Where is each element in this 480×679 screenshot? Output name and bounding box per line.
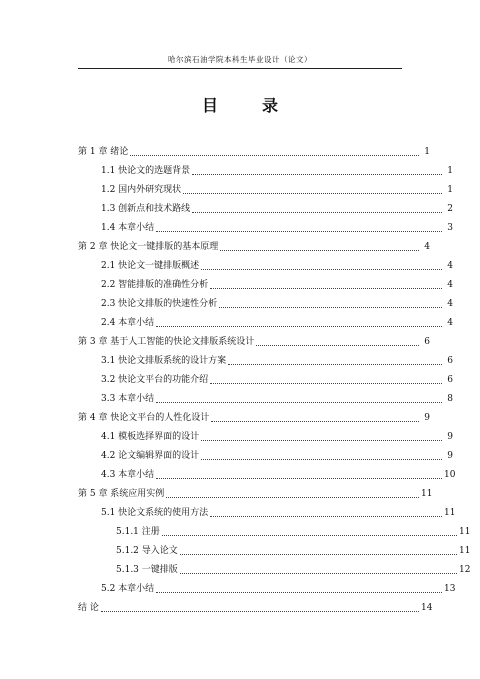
- toc-entry[interactable]: [78, 410, 430, 424]
- toc-leader-dots: [210, 382, 442, 384]
- toc-entry[interactable]: [78, 353, 453, 367]
- page-title: 目 录: [201, 96, 292, 115]
- toc-entry-label: 1.4 本章小结: [101, 223, 155, 233]
- toc-leader-dots: [201, 268, 442, 270]
- toc-entry-label: 2.4 本章小结: [101, 318, 155, 328]
- toc-entry-page-number: 9: [447, 432, 453, 442]
- toc-entry-label: 4.2 论文编辑界面的设计: [101, 451, 200, 461]
- toc-leader-dots: [101, 610, 419, 612]
- toc-entry-page-number: 9: [424, 413, 430, 423]
- toc-entry-label: 2.2 智能排版的准确性分析: [101, 280, 209, 290]
- toc-entry[interactable]: [78, 372, 453, 386]
- toc-leader-dots: [130, 154, 419, 156]
- toc-entry-page-number: 11: [421, 489, 433, 499]
- toc-entry-label: 1.3 创新点和技术路线: [101, 204, 191, 214]
- toc-entry-label: 5.1.3 一键排版: [116, 565, 178, 575]
- toc-entry-page-number: 4: [447, 280, 453, 290]
- toc-leader-dots: [219, 306, 442, 308]
- toc-entry[interactable]: [78, 505, 456, 519]
- toc-entry[interactable]: [78, 486, 433, 500]
- toc-entry-page-number: 4: [447, 299, 453, 309]
- toc-entry-page-number: 6: [447, 375, 453, 385]
- toc-entry[interactable]: [78, 163, 453, 177]
- toc-entry-page-number: 1: [447, 185, 453, 195]
- toc-entry[interactable]: [78, 581, 456, 595]
- toc-leader-dots: [156, 325, 442, 327]
- toc-leader-dots: [180, 572, 457, 574]
- toc-entry[interactable]: [78, 258, 453, 272]
- toc-leader-dots: [228, 363, 442, 365]
- toc-entry[interactable]: [78, 315, 453, 329]
- toc-entry[interactable]: [78, 562, 471, 576]
- toc-entry-label: 2.1 快论文一键排版概述: [101, 261, 200, 271]
- toc-entry-page-number: 4: [424, 242, 430, 252]
- toc-leader-dots: [156, 401, 442, 403]
- toc-entry[interactable]: [78, 144, 430, 158]
- toc-entry-label: 2.3 快论文排版的快速性分析: [101, 299, 218, 309]
- toc-entry-page-number: 6: [447, 356, 453, 366]
- toc-entry[interactable]: [78, 296, 453, 310]
- toc-entry-page-number: 10: [444, 470, 456, 480]
- running-header: 哈尔滨石油学院本科生毕业设计（论文）: [78, 54, 402, 69]
- toc-entry-label: 5.1.1 注册: [116, 527, 160, 537]
- toc-leader-dots: [256, 344, 419, 346]
- toc-leader-dots: [210, 515, 442, 517]
- toc-entry-label: 3.1 快论文排版系统的设计方案: [101, 356, 227, 366]
- toc-entry[interactable]: [78, 277, 453, 291]
- toc-entry-label: 第 4 章 快论文平台的人性化设计: [78, 413, 210, 423]
- toc-leader-dots: [201, 439, 442, 441]
- toc-entry-page-number: 3: [447, 223, 453, 233]
- toc-leader-dots: [162, 534, 457, 536]
- toc-entry[interactable]: [78, 448, 453, 462]
- toc-entry[interactable]: [78, 429, 453, 443]
- toc-entry-page-number: 8: [447, 394, 453, 404]
- toc-entry-page-number: 4: [447, 261, 453, 271]
- toc-entry-label: 第 2 章 快论文一键排版的基本原理: [78, 242, 219, 252]
- toc-leader-dots: [220, 249, 419, 251]
- toc-entry-label: 结 论: [78, 603, 99, 613]
- toc-entry-label: 第 3 章 基于人工智能的快论文排版系统设计: [78, 337, 255, 347]
- toc-entry[interactable]: [78, 600, 433, 614]
- toc-entry[interactable]: [78, 543, 471, 557]
- toc-leader-dots: [183, 192, 442, 194]
- toc-entry-label: 1.1 快论文的选题背景: [101, 166, 191, 176]
- toc-entry[interactable]: [78, 201, 453, 215]
- toc-entry[interactable]: [78, 182, 453, 196]
- toc-entry[interactable]: [78, 220, 453, 234]
- toc-entry-page-number: 11: [459, 546, 471, 556]
- toc-entry-label: 1.2 国内外研究现状: [101, 185, 182, 195]
- toc-entry-page-number: 1: [447, 166, 453, 176]
- toc-entry[interactable]: [78, 524, 471, 538]
- toc-leader-dots: [156, 477, 442, 479]
- toc-leader-dots: [166, 496, 419, 498]
- toc-leader-dots: [192, 173, 442, 175]
- toc-entry[interactable]: [78, 239, 430, 253]
- toc-entry-page-number: 4: [447, 318, 453, 328]
- toc-entry-page-number: 11: [444, 508, 456, 518]
- toc-leader-dots: [180, 553, 457, 555]
- toc-entry-page-number: 2: [447, 204, 453, 214]
- toc-entry-page-number: 11: [459, 527, 471, 537]
- toc-entry[interactable]: [78, 391, 453, 405]
- toc-entry-label: 4.1 模板选择界面的设计: [101, 432, 200, 442]
- toc-entry-page-number: 13: [444, 584, 456, 594]
- toc-entry-label: 5.1 快论文系统的使用方法: [101, 508, 209, 518]
- toc-leader-dots: [192, 211, 442, 213]
- toc-entry-page-number: 9: [447, 451, 453, 461]
- toc-entry[interactable]: [78, 467, 456, 481]
- toc-entry[interactable]: [78, 334, 430, 348]
- toc-entry-label: 3.2 快论文平台的功能介绍: [101, 375, 209, 385]
- toc-entry-label: 4.3 本章小结: [101, 470, 155, 480]
- toc-leader-dots: [201, 458, 442, 460]
- toc-leader-dots: [156, 591, 442, 593]
- toc-entry-label: 3.3 本章小结: [101, 394, 155, 404]
- toc-entry-page-number: 1: [424, 147, 430, 157]
- toc-entry-label: 5.1.2 导入论文: [116, 546, 178, 556]
- toc-entry-page-number: 14: [421, 603, 433, 613]
- toc-entry-page-number: 12: [459, 565, 471, 575]
- toc-entry-page-number: 6: [424, 337, 430, 347]
- toc-entry-label: 第 1 章 绪论: [78, 147, 129, 157]
- toc-entry-label: 第 5 章 系统应用实例: [78, 489, 165, 499]
- toc-leader-dots: [211, 420, 419, 422]
- toc-entry-label: 5.2 本章小结: [101, 584, 155, 594]
- toc-leader-dots: [156, 230, 442, 232]
- toc-leader-dots: [210, 287, 442, 289]
